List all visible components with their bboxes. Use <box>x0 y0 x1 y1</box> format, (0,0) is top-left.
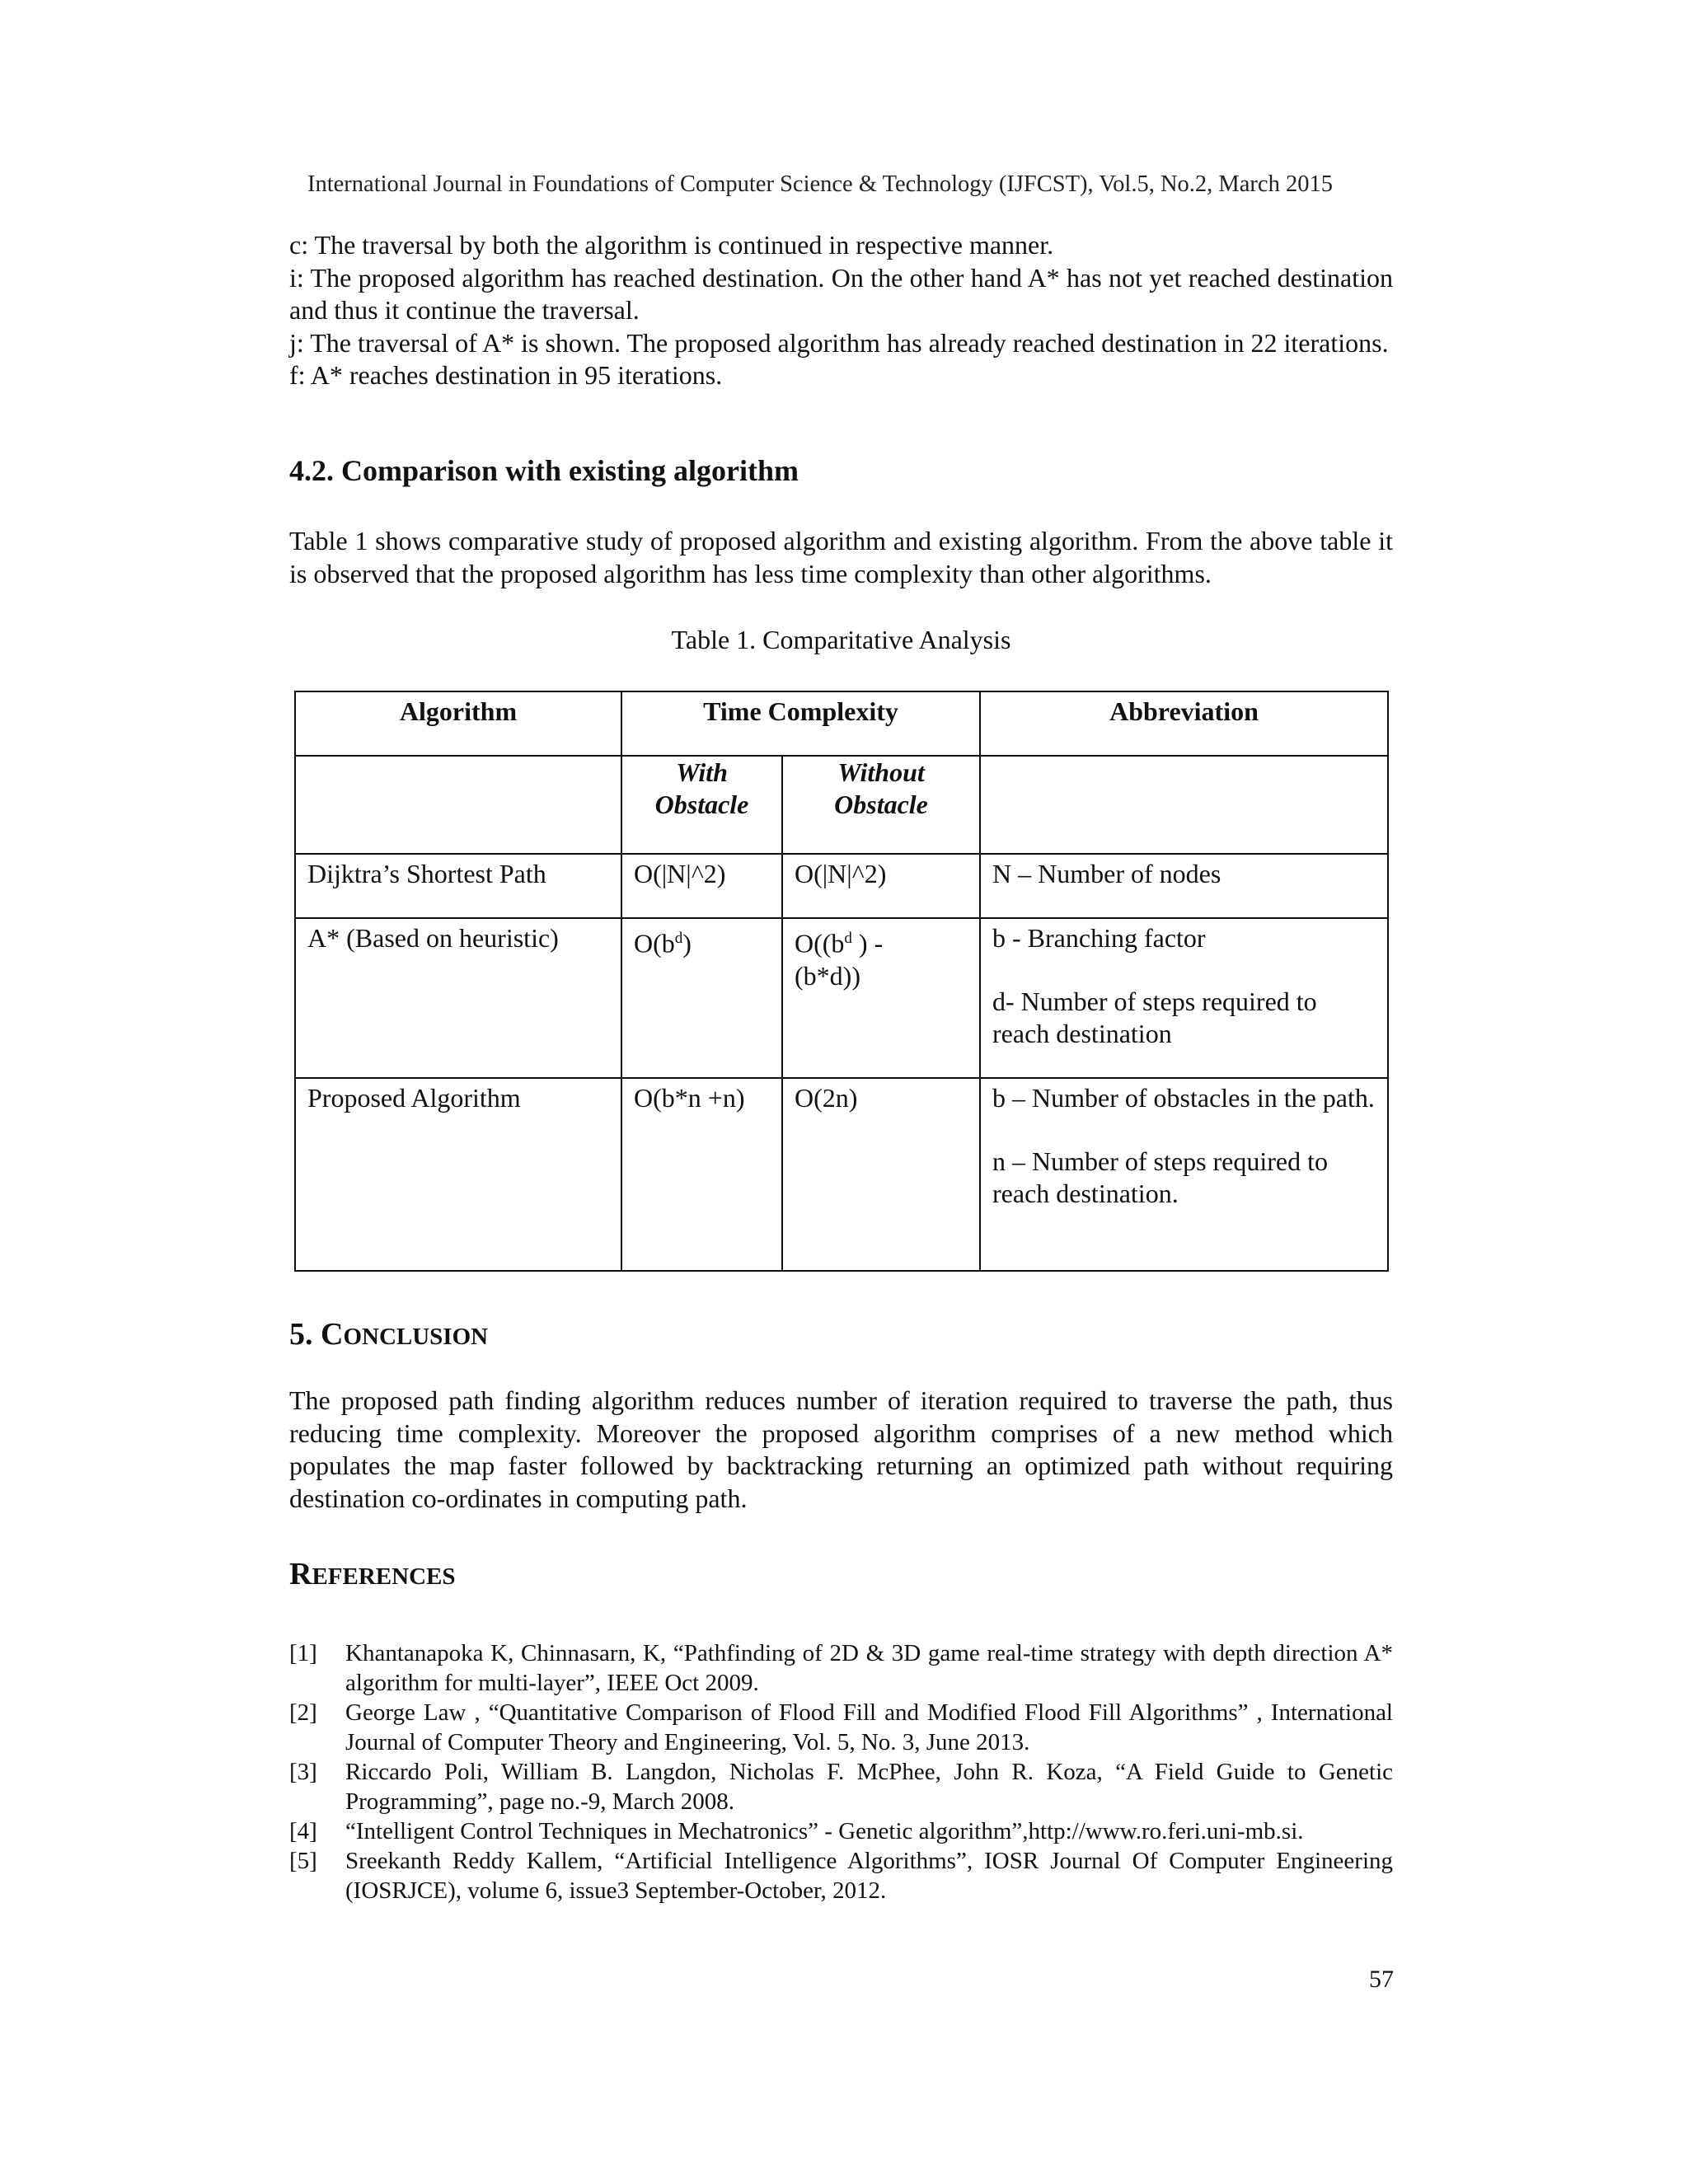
comparison-table <box>294 691 1389 1272</box>
subheader-with-obstacle: With Obstacle <box>621 756 782 854</box>
page-number: 57 <box>1369 1966 1394 1993</box>
reference-item: [4] “Intelligent Control Techniques in Mechatronics” - Genetic algorithm”,http://www.ro.feri.uni-mb.si. <box>289 1818 1304 1844</box>
cell-abbreviation: b – Number of obstacles in the path. n – Number of steps required to reach destination. <box>980 1078 1388 1271</box>
section-4-2-paragraph: Table 1 shows comparative study of proposed algorithm and existing algorithm. From the above table it is observed that the proposed algorithm has less time complexity than other algorithms. <box>289 526 1393 588</box>
intro-item-f: f: A* reaches destination in 95 iterations. <box>289 360 723 390</box>
intro-item-i: i: The proposed algorithm has reached destination. On the other hand A* has not yet reached destination and thus it continue the traversal. <box>289 262 1393 325</box>
cell-abbreviation: b - Branching factor d- Number of steps required to reach destination <box>980 918 1388 1078</box>
subheader-empty <box>295 756 621 854</box>
table-row <box>295 854 1388 918</box>
header-algorithm: Algorithm <box>295 691 621 756</box>
cell-with-obstacle: O(b*n +n) <box>621 1078 782 1271</box>
intro-item-j: j: The traversal of A* is shown. The proposed algorithm has already reached destination in 22 iterations. <box>289 327 1389 358</box>
table-caption: Table 1. Comparitative Analysis <box>671 625 1011 654</box>
section-heading-conclusion: 5. CONCLUSION <box>289 1317 489 1352</box>
table-row <box>295 918 1388 1078</box>
reference-item: [2] George Law , “Quantitative Comparison of Flood Fill and Modified Flood Fill Algorithms” , International Journal of Computer Theory and Engineering, Vol. 5, No. 3, June 2013. <box>289 1699 1393 1755</box>
reference-item: [3] Riccardo Poli, William B. Langdon, Nicholas F. McPhee, John R. Koza, “A Field Guide to Genetic Programming”, page no.-9, March 2008. <box>289 1759 1393 1815</box>
cell-with-obstacle: O(|N|^2) <box>621 854 782 918</box>
header-time-complexity: Time Complexity <box>621 691 980 756</box>
intro-item-c: c: The traversal by both the algorithm is continued in respective manner. <box>289 230 1054 260</box>
running-header: International Journal in Foundations of Computer Science & Technology (IJFCST), Vol.5, No.2, March 2015 <box>307 171 1333 197</box>
table-subheader-row <box>295 756 1388 854</box>
cell-without-obstacle: $O((b^d$ ) - (b*d)) <box>782 918 980 1078</box>
cell-algorithm: Dijktra’s Shortest Path <box>295 854 621 918</box>
intro-items <box>289 229 1393 392</box>
reference-item: [1] Khantanapoka K, Chinnasarn, K, “Pathfinding of 2D & 3D game real-time strategy with depth direction A* algorithm for multi-layer”, IEEE Oct 2009. <box>289 1640 1393 1696</box>
subheader-without-obstacle: Without Obstacle <box>782 756 980 854</box>
cell-abbreviation: N – Number of nodes <box>980 854 1388 918</box>
cell-without-obstacle: O(|N|^2) <box>782 854 980 918</box>
header-abbreviation: Abbreviation <box>980 691 1388 756</box>
subheader-empty-abbrev <box>980 756 1388 854</box>
table-row <box>295 1078 1388 1271</box>
section-heading-references: REFERENCES <box>289 1557 456 1591</box>
reference-list <box>289 1638 1393 1905</box>
cell-algorithm: A* (Based on heuristic) <box>295 918 621 1078</box>
conclusion-paragraph: The proposed path finding algorithm reduces number of iteration required to traverse the path, thus reducing time complexity. Moreover the proposed algorithm comprises of a new method which populates the map faster followed by backtracking returning an optimized path without requiring destination co-ordinates in computing path. <box>289 1385 1393 1513</box>
table-header-row <box>295 691 1388 756</box>
cell-without-obstacle: O(2n) <box>782 1078 980 1271</box>
cell-algorithm: Proposed Algorithm <box>295 1078 621 1271</box>
reference-item: [5] Sreekanth Reddy Kallem, “Artificial Intelligence Algorithms”, IOSR Journal Of Computer Engineering (IOSRJCE), volume 6, issue3 September-October, 2012. <box>289 1848 1393 1904</box>
section-heading-4-2: 4.2. Comparison with existing algorithm <box>289 454 799 487</box>
cell-with-obstacle: $O(b^d)$ <box>621 918 782 1078</box>
